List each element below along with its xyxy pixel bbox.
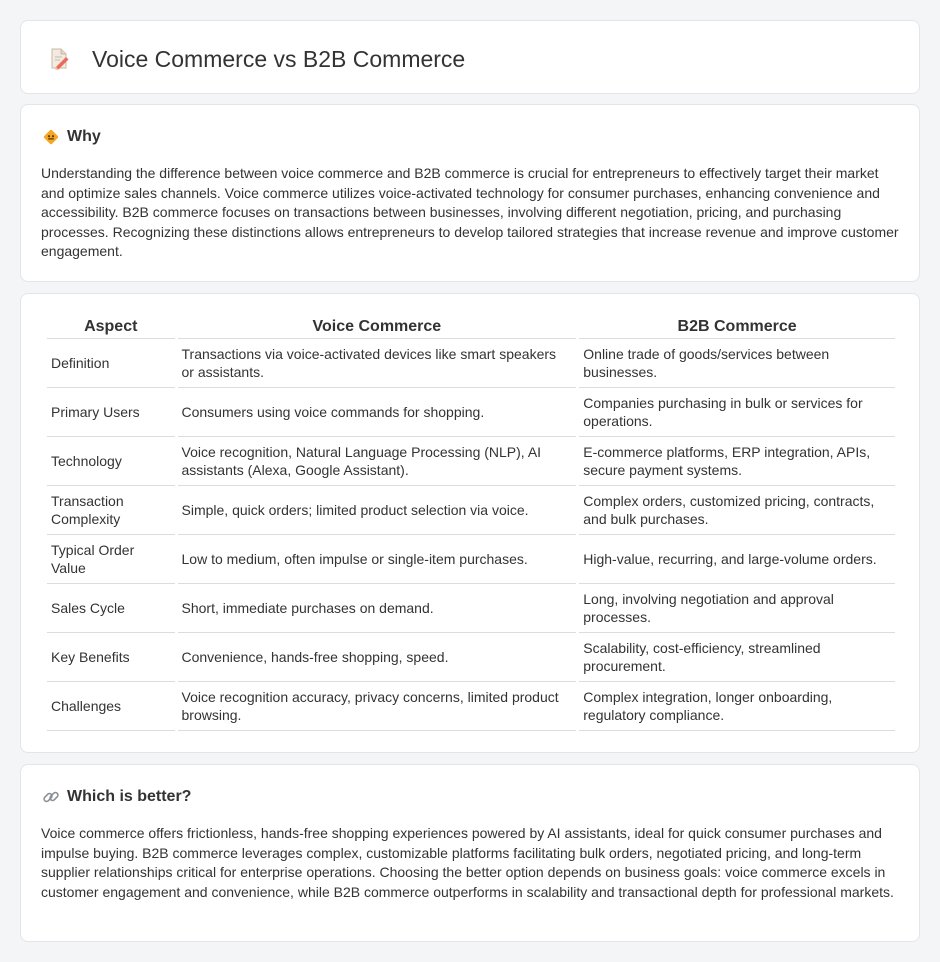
table-row: [47, 535, 895, 584]
voice-cell: Consumers using voice commands for shopping.: [178, 388, 577, 437]
table-row: [47, 486, 895, 535]
table-header-row: [47, 314, 895, 339]
document-pencil-icon: [47, 47, 71, 71]
voice-cell: Voice recognition accuracy, privacy concerns, limited product browsing.: [178, 682, 577, 731]
why-title: Why: [67, 128, 101, 145]
b2b-cell: Companies purchasing in bulk or services for operations.: [579, 388, 895, 437]
diamond-sign-icon: [42, 128, 60, 146]
b2b-cell: Scalability, cost-efficiency, streamlined procurement.: [579, 633, 895, 682]
b2b-cell: E-commerce platforms, ERP integration, APIs, secure payment systems.: [579, 437, 895, 486]
table-row: [47, 633, 895, 682]
b2b-cell: Complex orders, customized pricing, contracts, and bulk purchases.: [579, 486, 895, 535]
table-row: [47, 339, 895, 388]
aspect-cell: Challenges: [47, 682, 175, 731]
better-title: Which is better?: [67, 788, 192, 805]
voice-cell: Transactions via voice-activated devices like smart speakers or assistants.: [178, 339, 577, 388]
b2b-cell: High-value, recurring, and large-volume orders.: [579, 535, 895, 584]
b2b-cell: Complex integration, longer onboarding, regulatory compliance.: [579, 682, 895, 731]
comparison-section: [20, 293, 920, 753]
aspect-cell: Transaction Complexity: [47, 486, 175, 535]
page-title: Voice Commerce vs B2B Commerce: [92, 46, 466, 72]
voice-cell: Convenience, hands-free shopping, speed.: [178, 633, 577, 682]
aspect-cell: Primary Users: [47, 388, 175, 437]
table-row: [47, 584, 895, 633]
table-row: [47, 682, 895, 731]
aspect-cell: Technology: [47, 437, 175, 486]
why-text: Understanding the difference between voice commerce and B2B commerce is crucial for entrepreneurs to effectively target their market and optimize sales channels. Voice commerce utilizes voice-activated technology for consumer purchases, enhancing convenience and accessibility. B2B commerce focuses on transactions between businesses, involving different negotiation, pricing, and purchasing processes. Recognizing these distinctions allows entrepreneurs to develop tailored strategies that increase revenue and improve customer engagement.: [41, 165, 899, 260]
voice-cell: Short, immediate purchases on demand.: [178, 584, 577, 633]
aspect-cell: Typical Order Value: [47, 535, 175, 584]
better-text: Voice commerce offers frictionless, hands-free shopping experiences powered by AI assistants, ideal for quick consumer purchases and impulse buying. B2B commerce leverages complex, customizable platforms facilitating bulk orders, negotiated pricing, and long-term supplier relationships critical for enterprise operations. Choosing the better option depends on business goals: voice commerce excels in customer engagement and convenience, while B2B commerce outperforms in scalability and transactional depth for professional markets.: [41, 825, 894, 900]
title-card: [20, 20, 920, 94]
why-section: [20, 104, 920, 282]
table-row: [47, 437, 895, 486]
aspect-cell: Definition: [47, 339, 175, 388]
voice-cell: Voice recognition, Natural Language Processing (NLP), AI assistants (Alexa, Google Assistant).: [178, 437, 577, 486]
table-row: [47, 388, 895, 437]
column-header: B2B Commerce: [579, 314, 895, 339]
voice-cell: Simple, quick orders; limited product selection via voice.: [178, 486, 577, 535]
column-header: Aspect: [47, 314, 175, 339]
column-header: Voice Commerce: [178, 314, 577, 339]
aspect-cell: Sales Cycle: [47, 584, 175, 633]
which-is-better-section: [20, 764, 920, 942]
aspect-cell: Key Benefits: [47, 633, 175, 682]
link-icon: [42, 788, 60, 806]
b2b-cell: Long, involving negotiation and approval processes.: [579, 584, 895, 633]
comparison-table: [44, 314, 898, 731]
voice-cell: Low to medium, often impulse or single-item purchases.: [178, 535, 577, 584]
b2b-cell: Online trade of goods/services between businesses.: [579, 339, 895, 388]
